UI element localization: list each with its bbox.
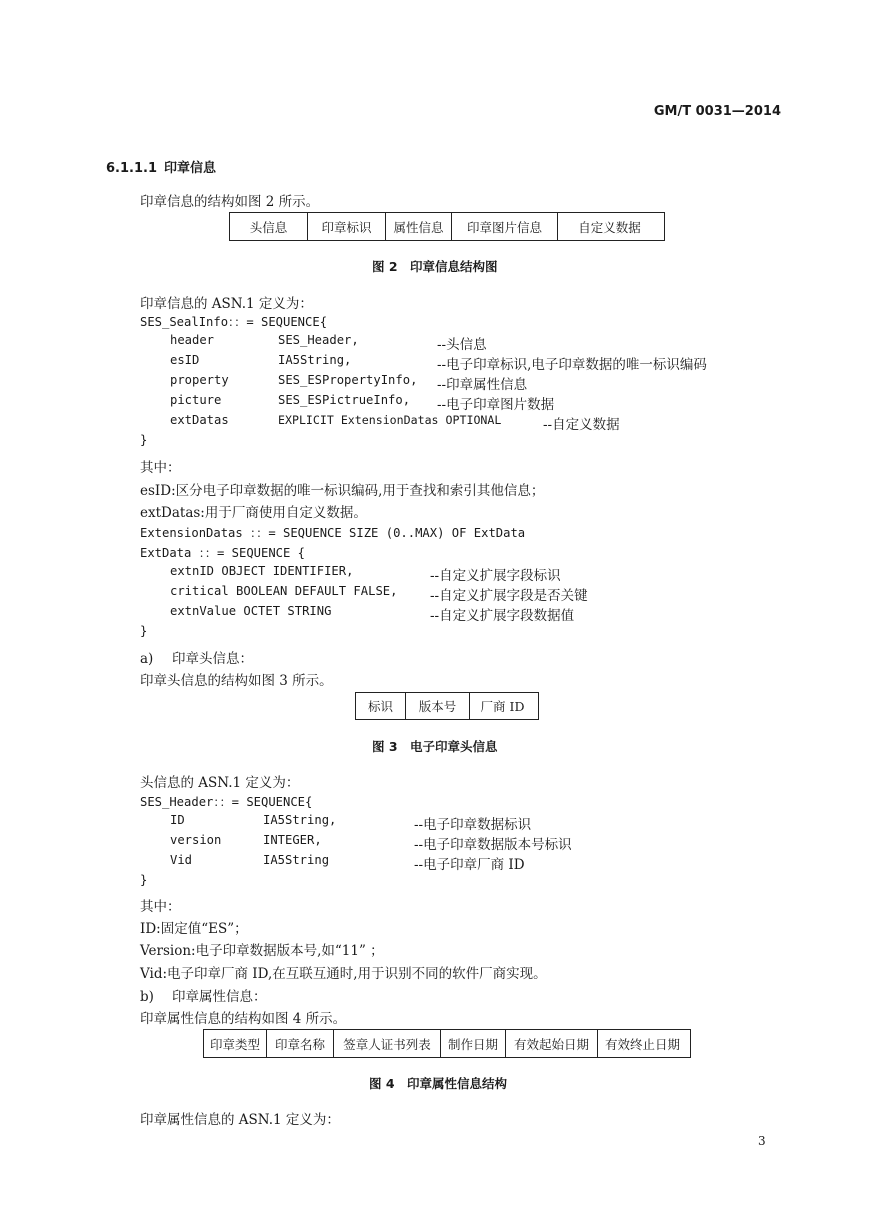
field-comment: --自定义扩展字段数据值 xyxy=(430,608,575,624)
field-declaration: critical BOOLEAN DEFAULT FALSE, xyxy=(170,584,398,598)
field-name: picture xyxy=(170,393,222,407)
field-comment: --头信息 xyxy=(437,337,487,353)
fig4-cell: 签章人证书列表 xyxy=(334,1030,441,1057)
section-title: 印章信息 xyxy=(164,161,217,176)
version-description: Version:电子印章数据版本号,如“11” ； xyxy=(140,943,384,959)
where-label: 其中： xyxy=(140,460,181,476)
header-asn1-intro: 头信息的 ASN.1 定义为： xyxy=(140,775,300,791)
field-comment: --电子印章厂商 ID xyxy=(414,857,525,873)
ses-header-close: } xyxy=(140,873,148,887)
fig2-cell: 头信息 xyxy=(230,213,308,240)
field-name: Vid xyxy=(170,853,193,867)
fig2-cell: 印章图片信息 xyxy=(452,213,558,240)
field-comment: --电子印章图片数据 xyxy=(437,397,555,413)
property-intro: 印章属性信息的结构如图 4 所示。 xyxy=(140,1011,347,1027)
field-type: IA5String, xyxy=(278,353,352,367)
field-name: header xyxy=(170,333,215,347)
esid-description: esID:区分电子印章数据的唯一标识编码,用于查找和索引其他信息； xyxy=(140,483,545,499)
fig2-cell: 印章标识 xyxy=(308,213,386,240)
page-number: 3 xyxy=(758,1134,766,1148)
list-label: a) xyxy=(140,651,154,667)
field-comment: --电子印章标识,电子印章数据的唯一标识编码 xyxy=(437,357,707,373)
fig4-cell: 印章名称 xyxy=(267,1030,334,1057)
extdata-close: } xyxy=(140,624,148,638)
field-comment: --电子印章数据版本号标识 xyxy=(414,837,572,853)
field-declaration: extnValue OCTET STRING xyxy=(170,604,332,618)
list-text: 印章头信息： xyxy=(172,651,253,667)
field-name: property xyxy=(170,373,229,387)
figure-2-structure xyxy=(229,212,665,241)
list-text: 印章属性信息： xyxy=(172,989,267,1005)
field-name: extDatas xyxy=(170,413,229,427)
section-number: 6.1.1.1 xyxy=(106,161,157,176)
field-name: version xyxy=(170,833,222,847)
field-name: esID xyxy=(170,353,200,367)
figure-4-caption: 图 4 印章属性信息结构 xyxy=(369,1076,508,1091)
field-comment: --印章属性信息 xyxy=(437,377,528,393)
field-name: ID xyxy=(170,813,185,827)
id-description: ID:固定值“ES”； xyxy=(140,921,248,937)
sealinfo-open: SES_SealInfo：：= SEQUENCE{ xyxy=(140,315,328,329)
vid-description: Vid:电子印章厂商 ID,在互联互通时,用于识别不同的软件厂商实现。 xyxy=(140,966,547,982)
fig4-cell: 印章类型 xyxy=(204,1030,267,1057)
standard-number: GM/T 0031—2014 xyxy=(653,104,781,119)
figure-2-caption: 图 2 印章信息结构图 xyxy=(372,259,498,274)
extensiondatas-definition: ExtensionDatas ：：= SEQUENCE SIZE (0..MAX) OF ExtData xyxy=(140,526,526,540)
sealinfo-close: } xyxy=(140,433,148,447)
figure-3-structure xyxy=(355,692,539,720)
fig2-cell: 自定义数据 xyxy=(578,219,641,235)
extdatas-description: extDatas:用于厂商使用自定义数据。 xyxy=(140,505,367,521)
asn1-intro: 印章信息的 ASN.1 定义为： xyxy=(140,296,313,312)
header-intro: 印章头信息的结构如图 3 所示。 xyxy=(140,673,333,689)
list-item-b xyxy=(140,985,267,1005)
fig3-cell: 版本号 xyxy=(406,693,470,719)
intro-text: 印章信息的结构如图 2 所示。 xyxy=(140,194,320,210)
fig4-cell: 有效起始日期 xyxy=(506,1030,598,1057)
field-comment: --自定义扩展字段标识 xyxy=(430,568,561,584)
fig2-cell: 属性信息 xyxy=(386,213,452,240)
extdata-open: ExtData ：：= SEQUENCE { xyxy=(140,546,306,560)
field-type: SES_Header, xyxy=(278,333,359,347)
fig4-cell: 有效终止日期 xyxy=(604,1036,680,1052)
field-type: IA5String, xyxy=(263,813,337,827)
section-heading xyxy=(106,157,216,176)
list-item-a xyxy=(140,647,253,667)
field-declaration: extnID OBJECT IDENTIFIER, xyxy=(170,564,354,578)
where-label: 其中： xyxy=(140,899,181,915)
figure-4-structure xyxy=(203,1029,691,1058)
field-type: EXPLICIT ExtensionDatas OPTIONAL xyxy=(278,413,502,427)
ses-header-open: SES_Header：：= SEQUENCE{ xyxy=(140,795,313,809)
field-type: SES_ESPictrueInfo, xyxy=(278,393,411,407)
field-comment: --电子印章数据标识 xyxy=(414,817,532,833)
fig3-cell: 标识 xyxy=(356,693,406,719)
field-comment: --自定义扩展字段是否关键 xyxy=(430,588,588,604)
fig3-cell: 厂商 ID xyxy=(480,699,525,714)
field-type: INTEGER, xyxy=(263,833,322,847)
field-type: SES_ESPropertyInfo, xyxy=(278,373,418,387)
figure-3-caption: 图 3 电子印章头信息 xyxy=(372,739,498,754)
fig4-cell: 制作日期 xyxy=(441,1030,506,1057)
field-comment: --自定义数据 xyxy=(543,417,620,433)
list-label: b) xyxy=(140,989,154,1005)
field-type: IA5String xyxy=(263,853,330,867)
property-asn1-intro: 印章属性信息的 ASN.1 定义为： xyxy=(140,1112,340,1128)
